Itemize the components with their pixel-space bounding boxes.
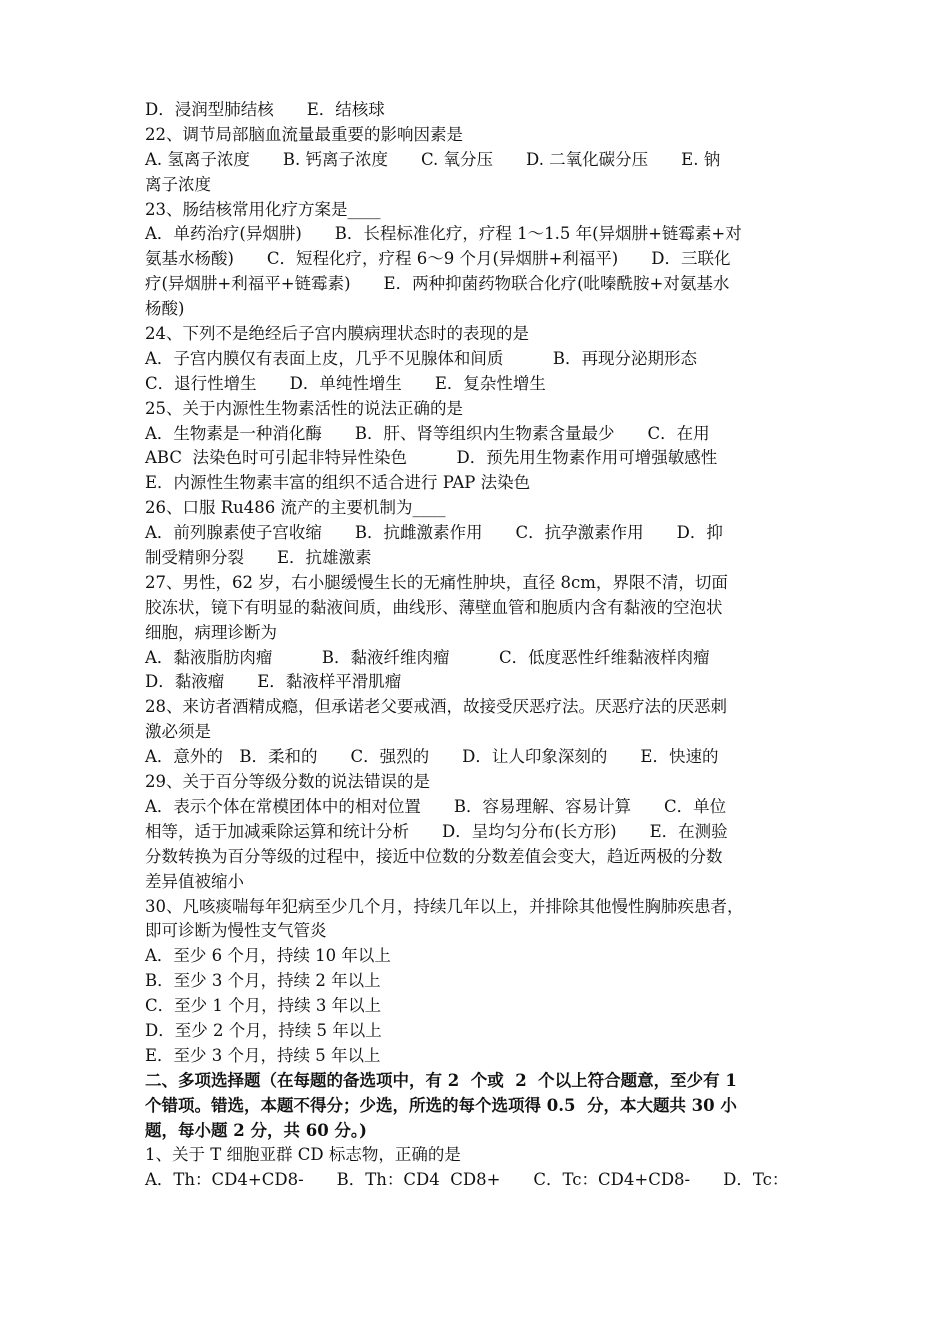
section-heading-line: 题，每小题 2 分，共 60 分。) xyxy=(145,1120,367,1140)
text-line: 27、男性，62 岁，右小腿缓慢生长的无痛性肿块，直径 8cm，界限不清，切面 xyxy=(145,572,728,592)
text-line: 30、凡咳痰喘每年犯病至少几个月，持续几年以上，并排除其他慢性胸肺疾患者， xyxy=(145,896,744,916)
text-line: A．Th：CD4+CD8- B．Th：CD4 CD8+ C．Tc：CD4+CD8- D．Tc： xyxy=(145,1170,789,1190)
text-line: ABC 法染色时可引起非特异性染色 D．预先用生物素作用可增强敏感性 xyxy=(145,448,718,468)
text-line: A．至少 6 个月，持续 10 年以上 xyxy=(145,946,391,966)
text-line: D．浸润型肺结核 E．结核球 xyxy=(145,100,385,119)
text-line: 离子浓度 xyxy=(145,174,211,194)
document-body xyxy=(145,98,810,1193)
text-line: A．生物素是一种消化酶 B．肝、肾等组织内生物素含量最少 C．在用 xyxy=(145,423,710,443)
text-line: 胶冻状，镜下有明显的黏液间质，曲线形、薄壁血管和胞质内含有黏液的空泡状 xyxy=(145,597,723,617)
text-line: 24、下列不是绝经后子宫内膜病理状态时的表现的是 xyxy=(145,324,529,344)
text-line: C．退行性增生 D．单纯性增生 E．复杂性增生 xyxy=(145,373,546,393)
text-line: A．单药治疗(异烟肼) B．长程标准化疗，疗程 1～1.5 年(异烟肼+链霉素+对 xyxy=(145,224,742,244)
text-line: E．内源性生物素丰富的组织不适合进行 PAP 法染色 xyxy=(145,473,531,493)
text-line: C．至少 1 个月，持续 3 年以上 xyxy=(145,996,382,1016)
text-line: 分数转换为百分等级的过程中，接近中位数的分数差值会变大，趋近两极的分数 xyxy=(145,846,723,866)
text-line: B．至少 3 个月，持续 2 年以上 xyxy=(145,971,381,991)
section-heading-line: 二、多项选择题（在每题的备选项中，有 2 个或 2 个以上符合题意，至少有 1 xyxy=(145,1070,737,1090)
text-line: 差异值被缩小 xyxy=(145,871,244,891)
text-line: A. 氢离子浓度 B. 钙离子浓度 C. 氧分压 D. 二氧化碳分压 E. 钠 xyxy=(145,149,721,169)
text-line: 相等，适于加减乘除运算和统计分析 D．呈均匀分布(长方形) E．在测验 xyxy=(145,821,728,841)
text-line: A．意外的 B．柔和的 C．强烈的 D．让人印象深刻的 E．快速的 xyxy=(145,747,719,767)
text-line: 22、调节局部脑血流量最重要的影响因素是 xyxy=(145,124,463,144)
text-line: A．表示个体在常模团体中的相对位置 B．容易理解、容易计算 C．单位 xyxy=(145,796,727,816)
text-line: 29、关于百分等级分数的说法错误的是 xyxy=(145,772,430,792)
text-line: 28、来访者酒精成瘾，但承诺老父要戒酒，故接受厌恶疗法。厌恶疗法的厌恶刺 xyxy=(145,697,727,717)
text-line: D．至少 2 个月，持续 5 年以上 xyxy=(145,1020,382,1040)
text-line: 激必须是 xyxy=(145,722,211,742)
text-line: 26、口服 Ru486 流产的主要机制为____ xyxy=(145,498,446,518)
section-heading-line: 个错项。错选，本题不得分；少选，所选的每个选项得 0.5 分，本大题共 30 小 xyxy=(145,1095,737,1115)
text-line: 23、肠结核常用化疗方案是____ xyxy=(145,199,381,219)
text-line: D．黏液瘤 E．黏液样平滑肌瘤 xyxy=(145,672,402,692)
text-line: 疗(异烟肼+利福平+链霉素) E．两种抑菌药物联合化疗(吡嗪酰胺+对氨基水 xyxy=(145,274,730,294)
text-line: A．黏液脂肪肉瘤 B．黏液纤维肉瘤 C．低度恶性纤维黏液样肉瘤 xyxy=(145,647,710,667)
text-line: E．至少 3 个月，持续 5 年以上 xyxy=(145,1045,381,1065)
text-line: 细胞，病理诊断为 xyxy=(145,622,277,642)
text-line: 25、关于内源性生物素活性的说法正确的是 xyxy=(145,398,463,418)
text-line: A．前列腺素使子宫收缩 B．抗雌激素作用 C．抗孕激素作用 D．抑 xyxy=(145,523,723,543)
text-line: 即可诊断为慢性支气管炎 xyxy=(145,921,327,941)
text-line: A．子宫内膜仅有表面上皮，几乎不见腺体和间质 B．再现分泌期形态 xyxy=(145,348,698,368)
text-line: 氨基水杨酸) C．短程化疗，疗程 6～9 个月(异烟肼+利福平) D．三联化 xyxy=(145,249,731,269)
text-line: 制受精卵分裂 E．抗雄激素 xyxy=(145,548,372,568)
text-line: 杨酸) xyxy=(145,299,185,319)
text-line: 1、关于 T 细胞亚群 CD 标志物，正确的是 xyxy=(145,1145,461,1165)
